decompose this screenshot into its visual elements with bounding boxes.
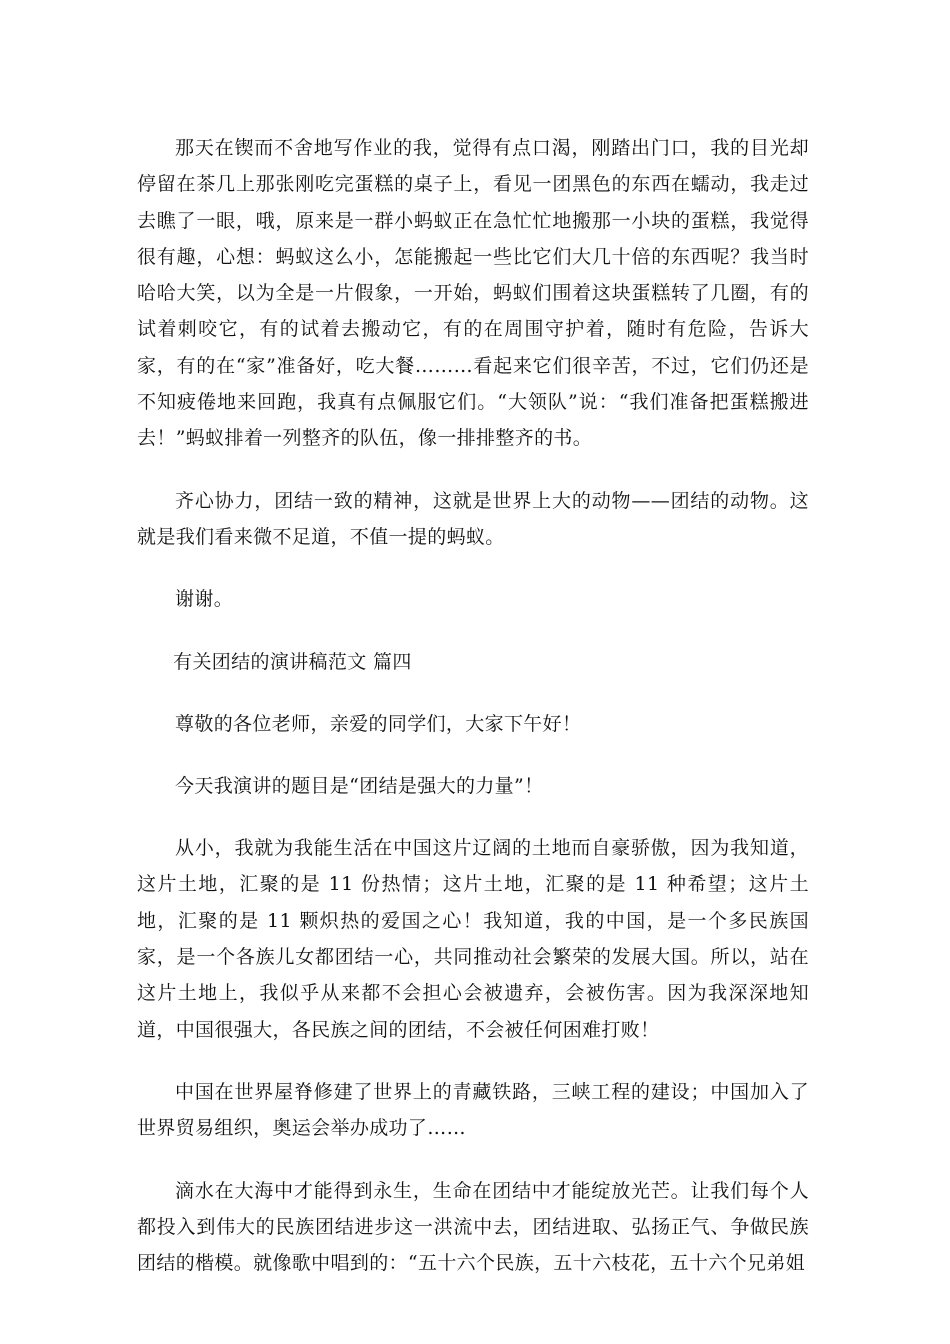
paragraph-thanks: 谢谢。 bbox=[175, 588, 234, 611]
paragraph-greeting: 尊敬的各位老师，亲爱的同学们，大家下午好！ bbox=[175, 712, 582, 735]
paragraph-china-land: 从小，我就为我能生活在中国这片辽阔的土地而自豪骄傲，因为我知道，这片土地，汇聚的是 11 份热情；这片土地，汇聚的是 11 种希望；这片土地，汇聚的是 11 颗炽热的爱国之心！我知道，我的中国，是一个多民族国家，是一个各族儿女都团结一心，共同推动社会繁荣的发展大国。所以，站在这片土地上，我似乎从来都不会担心会被遗弃，会被伤害。因为我深深地知道，中国很强大，各民族之间的团结，不会被任何困难打败！ bbox=[137, 837, 809, 1041]
paragraph-speech-title: 今天我演讲的题目是“团结是强大的力量”！ bbox=[175, 774, 544, 797]
paragraph-water-drop: 滴水在大海中才能得到永生，生命在团结中才能绽放光芒。让我们每个人都投入到伟大的民族团结进步这一洪流中去，团结进取、弘扬正气、争做民族团结的楷模。就像歌中唱到的：“五十六个民族，五十六枝花，五十六个兄弟姐 bbox=[137, 1179, 809, 1275]
paragraph-achievements: 中国在世界屋脊修建了世界上的青藏铁路，三峡工程的建设；中国加入了世界贸易组织，奥运会举办成功了…… bbox=[137, 1080, 809, 1140]
document-body bbox=[137, 130, 809, 1307]
section-heading: 有关团结的演讲稿范文 篇四 bbox=[173, 650, 412, 673]
paragraph-unity-spirit: 齐心协力，团结一致的精神，这就是世界上大的动物——团结的动物。这就是我们看来微不足道，不值一提的蚂蚁。 bbox=[137, 489, 809, 548]
paragraph-ants-story: 那天在锲而不舍地写作业的我，觉得有点口渴，刚踏出门口，我的目光却停留在茶几上那张刚吃完蛋糕的桌子上，看见一团黑色的东西在蠕动，我走过去瞧了一眼，哦，原来是一群小蚂蚁正在急忙忙地搬那一小块的蛋糕，我觉得很有趣，心想：蚂蚁这么小，怎能搬起一些比它们大几十倍的东西呢？我当时哈哈大笑，以为全是一片假象，一开始，蚂蚁们围着这块蛋糕转了几圈，有的试着刺咬它，有的试着去搬动它，有的在周围守护着，随时有危险，告诉大家，有的在“家”准备好，吃大餐………看起来它们很辛苦，不过，它们仍还是不知疲倦地来回跑，我真有点佩服它们。“大领队”说：“我们准备把蛋糕搬进去！”蚂蚁排着一列整齐的队伍，像一排排整齐的书。 bbox=[137, 137, 809, 450]
